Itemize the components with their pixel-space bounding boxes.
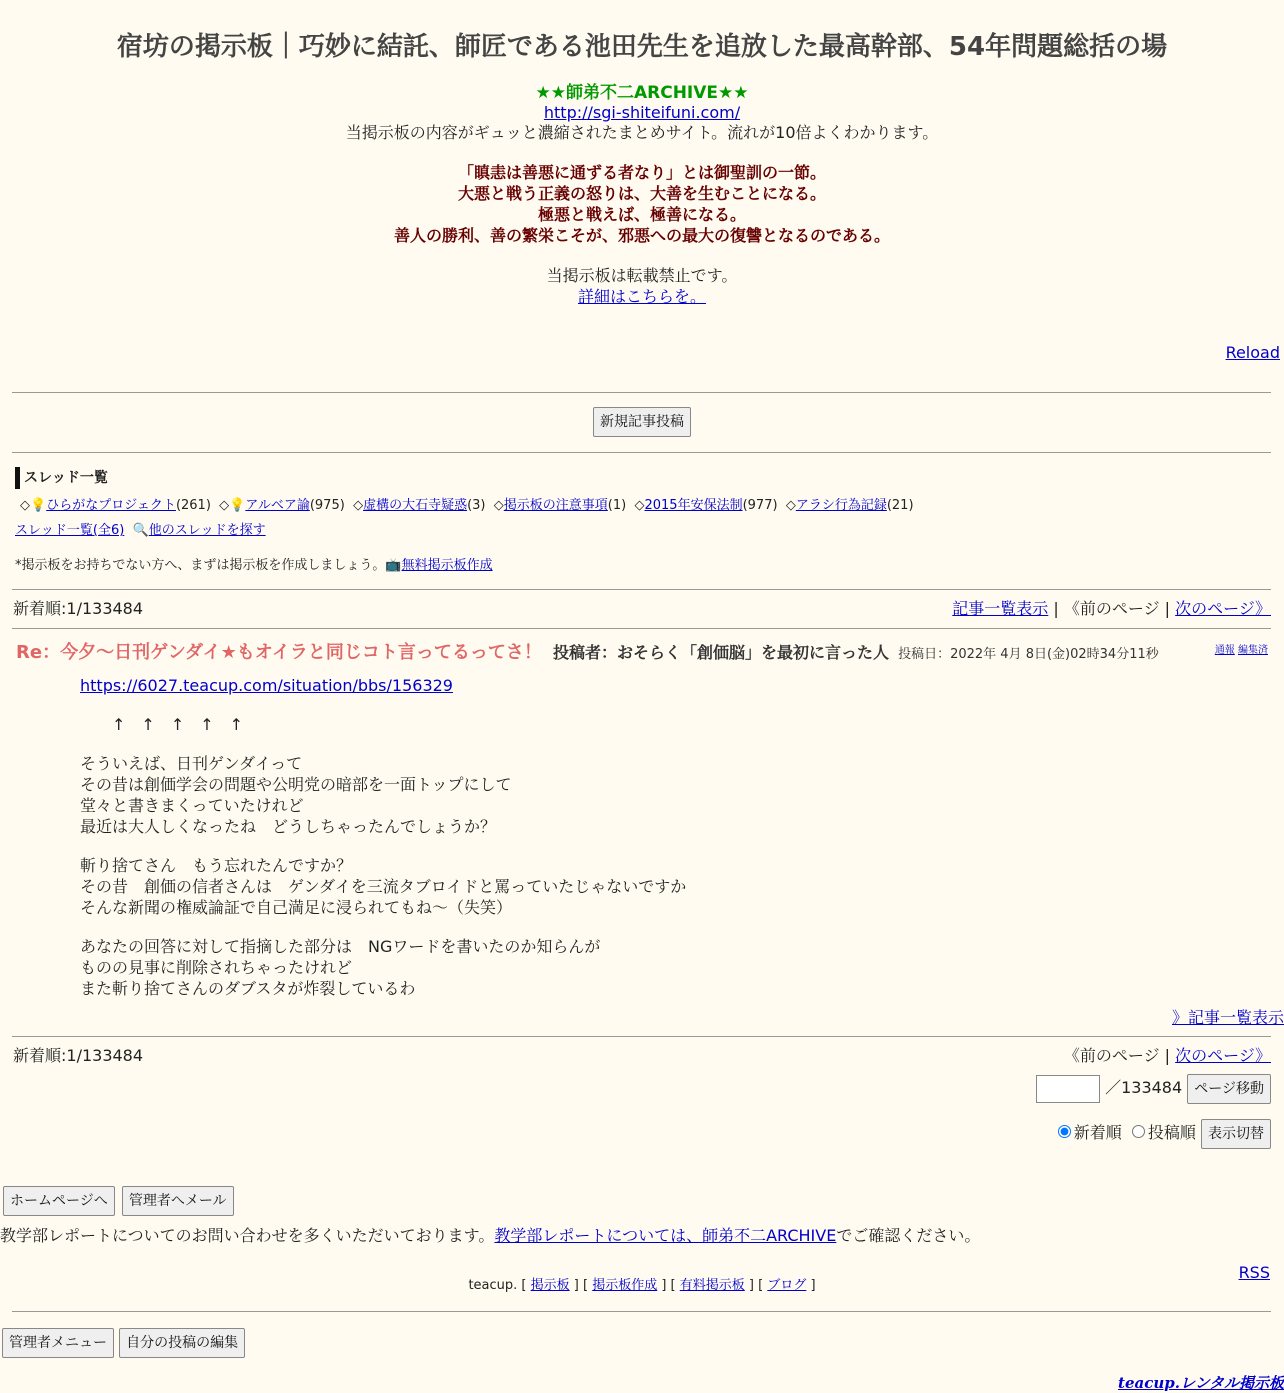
edit-status-link[interactable]: 編集済 [1238, 645, 1268, 656]
divider [12, 1036, 1271, 1037]
mail-admin-button[interactable]: 管理者へメール [122, 1186, 234, 1216]
divider [12, 392, 1271, 393]
inquiry-notice: 教学部レポートについてのお問い合わせを多くいただいております。教学部レポートについては、師弟不二ARCHIVEでご確認ください。 [0, 1226, 981, 1245]
reload-link[interactable]: Reload [1225, 343, 1280, 362]
archive-title: ★★師弟不二ARCHIVE★★ [535, 83, 749, 103]
sort-switch: 新着順 投稿順 表示切替 [1053, 1119, 1271, 1149]
admin-buttons [2, 1328, 245, 1358]
next-page-link[interactable]: 次のページ》 [1175, 599, 1271, 618]
teacup-blog-link[interactable]: ブログ [767, 1278, 807, 1293]
quote-line: 善人の勝利、善の繁栄こそが、邪悪への最大の復讐となるのである。 [393, 226, 890, 245]
teacup-brand-link[interactable]: teacup.レンタル掲示板 [1118, 1374, 1284, 1392]
archive-url-link[interactable]: http://sgi-shiteifuni.com/ [543, 103, 741, 122]
thread-item: ◇2015年安保法制(977) [634, 498, 778, 513]
search-icon: 🔍 [132, 523, 149, 538]
pager-status: 新着順:1/133484 [13, 1046, 144, 1065]
page-jump [1036, 1074, 1271, 1104]
teacup-links: teacup. [ 掲示板 ] [ 掲示板作成 ] [ 有料掲示板 ] [ ブログ ] [468, 1278, 816, 1293]
divider [12, 452, 1271, 453]
quote-block [0, 162, 1284, 246]
notice-details-link[interactable]: 詳細はこちらを。 [577, 287, 706, 306]
sort-posted-radio[interactable] [1132, 1125, 1145, 1138]
post-paragraph: あなたの回答に対して指摘した部分は NGワードを書いたのか知らんが ものの見事に削除されちゃったけれど また斬り捨てさんのダブスタが炸裂しているわ [80, 937, 601, 998]
thread-link[interactable]: 2015年安保法制 [644, 498, 743, 513]
post-arrows: ↑ ↑ ↑ ↑ ↑ [112, 715, 244, 734]
divider [12, 589, 1271, 590]
prev-page-label: 《前のページ [1063, 599, 1160, 618]
post-title: Re：今夕～日刊ゲンダイ★もオイラと同じコト言ってるってさ！ [16, 642, 542, 663]
archive-block [0, 83, 1284, 143]
create-board-note: *掲示板をお持ちでない方へ、まずは掲示板を作成しましょう。📺無料掲示板作成 [15, 558, 493, 573]
thread-link[interactable]: アルベア論 [245, 498, 310, 513]
page-total: ／133484 [1105, 1078, 1183, 1097]
page-jump-button[interactable]: ページ移動 [1187, 1074, 1271, 1104]
teacup-paid-link[interactable]: 有料掲示板 [679, 1278, 745, 1293]
pager-bottom: 新着順:1/133484 《前のページ | 次のページ》 [13, 1046, 1271, 1065]
page-number-input[interactable] [1036, 1075, 1100, 1103]
report-archive-link[interactable]: 教学部レポートについては、師弟不二ARCHIVE [494, 1226, 837, 1245]
admin-menu-button[interactable]: 管理者メニュー [2, 1328, 114, 1358]
thread-link[interactable]: 掲示板の注意事項 [503, 498, 608, 513]
edit-own-post-button[interactable]: 自分の投稿の編集 [119, 1328, 245, 1358]
post-date: 投稿日：2022年 4月 8日(金)02時34分11秒 [898, 647, 1159, 662]
create-board-link[interactable]: 無料掲示板作成 [401, 558, 493, 573]
thread-item: ◇アラシ行為記録(21) [785, 498, 914, 513]
next-page-link[interactable]: 次のページ》 [1175, 1046, 1271, 1065]
notice-text: 当掲示板は転載禁止です。 [546, 266, 738, 285]
divider [12, 628, 1271, 629]
thread-item: ◇掲示板の注意事項(1) [493, 498, 627, 513]
pager-top: 新着順:1/133484 記事一覧表示 | 《前のページ | 次のページ》 [13, 599, 1271, 618]
thread-link[interactable]: ひらがなプロジェクト [46, 498, 176, 513]
post-paragraph: 斬り捨てさん もう忘れたんですか？ その昔 創価の信者さんは ゲンダイを三流タブロイドと罵っていたじゃないですか そんな新聞の権威論証で自己満足に浸られてもね～（失笑） [80, 856, 687, 917]
divider [12, 1311, 1271, 1312]
thread-extra-links [15, 521, 266, 541]
board-title: 宿坊の掲示板｜巧妙に結託、師匠である池田先生を追放した最高幹部、54年問題総括の場 [116, 32, 1168, 62]
prev-page-label: 《前のページ [1063, 1046, 1160, 1065]
teacup-create-link[interactable]: 掲示板作成 [592, 1278, 658, 1293]
report-link[interactable]: 通報 [1214, 645, 1235, 656]
teacup-board-link[interactable]: 掲示板 [530, 1278, 570, 1293]
thread-list-heading: スレッド一覧 [15, 467, 108, 489]
bottom-buttons [3, 1186, 236, 1216]
search-threads-link[interactable]: 他のスレッドを探す [148, 523, 266, 538]
rss-link[interactable]: RSS [1238, 1263, 1270, 1282]
post-paragraph: そういえば、日刊ゲンダイって その昔は創価学会の問題や公明党の暗部を一面トップにして 堂々と書きまくっていたけれど 最近は大人しくなったね どうしちゃったんでしょうか？ [80, 754, 512, 836]
thread-item: ◇💡アルベア論(975) [219, 498, 345, 513]
bulb-icon: 💡 [30, 498, 47, 513]
homepage-button[interactable]: ホームページへ [3, 1186, 115, 1216]
post-header [16, 641, 1159, 667]
thread-link[interactable]: アラシ行為記録 [795, 498, 887, 513]
article-list-link-bottom[interactable]: 》記事一覧表示 [1171, 1008, 1284, 1027]
board-icon: 📺 [385, 558, 402, 573]
archive-description: 当掲示板の内容がギュッと濃縮されたまとめサイト。流れが10倍よくわかります。 [345, 123, 939, 142]
all-threads-link[interactable]: スレッド一覧(全6) [15, 523, 125, 538]
post-body [80, 675, 686, 1017]
quote-line: 「瞋恚は善悪に通ずる者なり」とは御聖訓の一節。 [457, 163, 826, 182]
post-author: 投稿者：おそらく「創価脳」を最初に言った人 [552, 643, 889, 662]
thread-list [20, 496, 914, 516]
post-url-link[interactable]: https://6027.teacup.com/situation/bbs/156329 [80, 676, 453, 695]
sort-toggle-button[interactable]: 表示切替 [1201, 1119, 1271, 1149]
quote-line: 大悪と戦う正義の怒りは、大善を生むことになる。 [457, 184, 826, 203]
thread-item: ◇💡ひらがなプロジェクト(261) [20, 498, 211, 513]
sort-newest-radio[interactable] [1058, 1125, 1071, 1138]
new-post-button[interactable]: 新規記事投稿 [593, 407, 691, 437]
post-tools [1215, 641, 1268, 656]
article-list-link[interactable]: 記事一覧表示 [952, 599, 1049, 618]
bulb-icon: 💡 [229, 498, 246, 513]
thread-link[interactable]: 虚構の大石寺疑惑 [363, 498, 468, 513]
reprint-notice [0, 265, 1284, 307]
quote-line: 極悪と戦えば、極善になる。 [537, 205, 746, 224]
thread-item: ◇虚構の大石寺疑惑(3) [353, 498, 486, 513]
pager-status: 新着順:1/133484 [13, 599, 144, 618]
